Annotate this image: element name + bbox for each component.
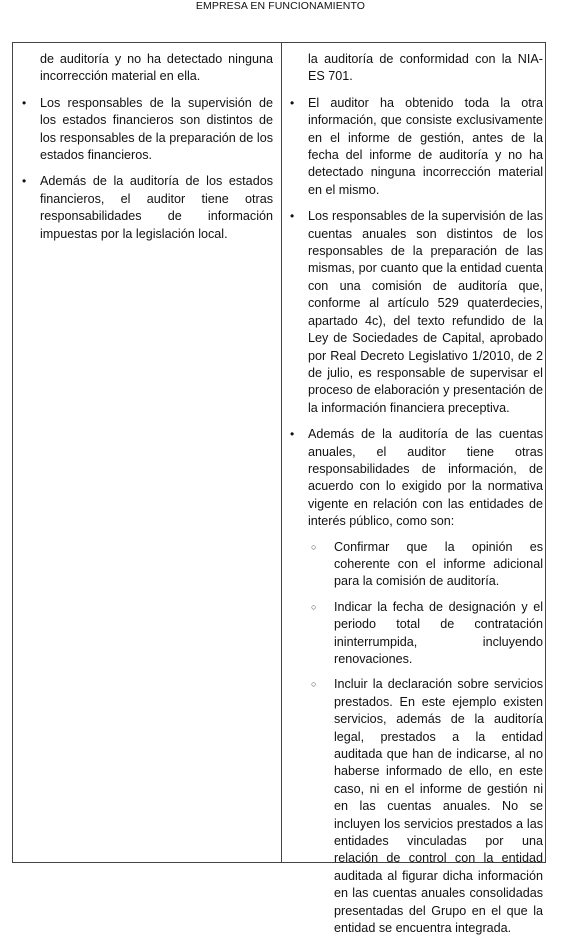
right-bullet-item xyxy=(291,95,543,199)
right-sub-item xyxy=(291,599,543,669)
bullet-icon: • xyxy=(22,174,27,189)
right-bullet-text: El auditor ha obtenido toda la otra información, que consiste exclusivamente en el informe de gestión, antes de la fecha del informe de auditoría y no ha detectado ninguna incorrección material en el mismo. xyxy=(308,95,543,197)
left-continuation-text: de auditoría y no ha detectado ninguna incorrección material en ella. xyxy=(40,52,273,84)
right-bullet-text: Los responsables de la supervisión de las cuentas anuales son distintos de los responsables de la preparación de las mismas, por cuanto que la entidad cuenta con una comisión de auditoría que, conforme al artículo 529 quaterdecies, apartado 4c), del texto refundido de la Ley de Sociedades de Capital, aprobado por Real Decreto Legislativo 1/2010, de 2 de julio, es responsable de supervisar el proceso de elaboración y presentación de la información financiera preceptiva. xyxy=(308,209,543,415)
left-bullet-text: Los responsables de la supervisión de los estados financieros son distintos de los responsables de la preparación de los estados financieros. xyxy=(40,95,273,163)
bullet-icon: • xyxy=(290,95,295,110)
bullet-icon: • xyxy=(290,427,295,442)
right-bullet-item xyxy=(291,426,543,530)
right-continuation-text: la auditoría de conformidad con la NIA-ES 701. xyxy=(308,52,543,84)
right-sub-item xyxy=(291,676,543,937)
left-column xyxy=(23,51,273,243)
circle-bullet-icon: ○ xyxy=(311,601,317,612)
circle-bullet-icon: ○ xyxy=(311,541,317,552)
page-header: EMPRESA EN FUNCIONAMIENTO xyxy=(195,0,366,12)
left-bullet-item xyxy=(23,95,273,165)
right-column xyxy=(291,51,543,938)
circle-bullet-icon: ○ xyxy=(311,679,317,690)
right-sub-text: Incluir la declaración sobre servicios prestados. En este ejemplo existen servicios, además de la auditoría legal, prestados a la entidad auditada que han de indicarse, al no haberse informado de ello, en este caso, ni en el informe de gestión ni en las cuentas anuales. No se incluyen los servicios prestados a las entidades vinculadas por una relación de control con la entidad auditada al figurar dicha información en las cuentas anuales consolidadas presentadas del Grupo en el que la entidad se encuentra integrada. xyxy=(334,677,543,936)
left-bullet-text: Además de la auditoría de los estados financieros, el auditor tiene otras responsabilidades de información impuestas por la legislación local. xyxy=(40,174,273,241)
column-divider xyxy=(281,43,282,862)
right-sub-item xyxy=(291,539,543,591)
right-sub-text: Indicar la fecha de designación y el periodo total de contratación ininterrumpida, incluyendo renovaciones. xyxy=(334,599,543,666)
left-bullet-item xyxy=(23,173,273,243)
content-table xyxy=(12,42,546,936)
right-bullet-item xyxy=(291,208,543,417)
right-bullet-text: Además de la auditoría de las cuentas anuales, el auditor tiene otras responsabilidades de información, de acuerdo con lo exigido por la normativa vigente en relación con las entidades de interés público, como son: xyxy=(308,427,543,529)
bullet-icon: • xyxy=(290,209,295,224)
right-sub-text: Confirmar que la opinión es coherente con el informe adicional para la comisión de auditoría. xyxy=(334,539,543,589)
bullet-icon: • xyxy=(22,95,27,110)
